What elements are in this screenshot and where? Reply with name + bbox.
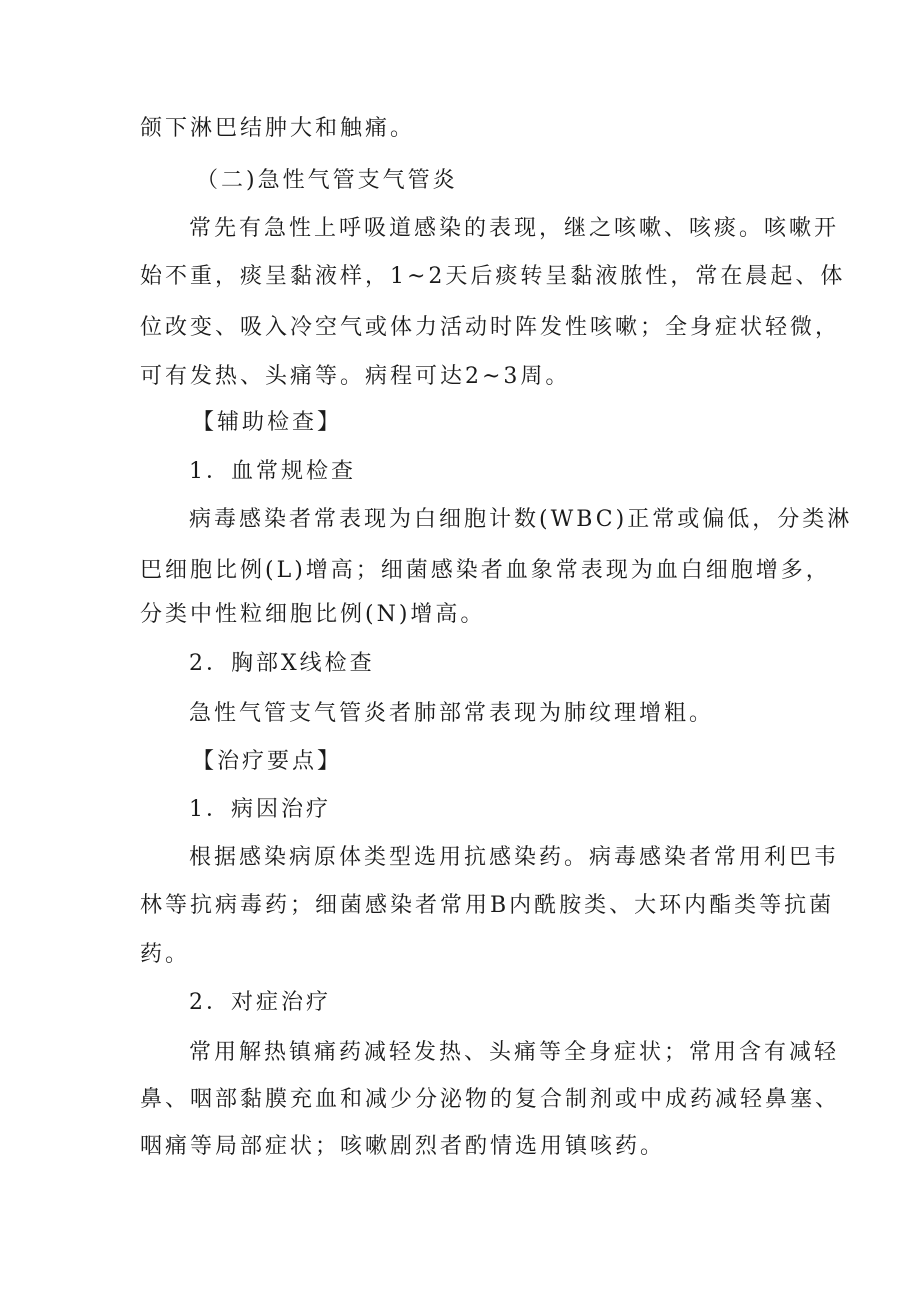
- subsection-heading: 1．病因治疗: [189, 797, 331, 822]
- paragraph-line: 巴细胞比例(L)增高；细菌感染者血象常表现为血白细胞增多，: [140, 558, 831, 583]
- paragraph-line: 颌下淋巴结肿大和触痛。: [140, 116, 416, 141]
- paragraph-line: 常先有急性上呼吸道感染的表现，继之咳嗽、咳痰。咳嗽开: [189, 216, 840, 241]
- paragraph-line: 根据感染病原体类型选用抗感染药。病毒感染者常用利巴韦: [189, 845, 840, 870]
- paragraph-line: 位改变、吸入冷空气或体力活动时阵发性咳嗽；全身症状轻微，: [140, 315, 841, 340]
- paragraph-line: 病毒感染者常表现为白细胞计数(WBC)正常或偏低，分类淋: [189, 507, 853, 532]
- section-heading: （二)急性气管支气管炎: [196, 168, 458, 193]
- subsection-heading: 2．胸部X线检查: [189, 651, 375, 676]
- paragraph-line: 急性气管支气管炎者肺部常表现为肺纹理增粗。: [189, 701, 715, 726]
- paragraph-line: 林等抗病毒药；细菌感染者常用B内酰胺类、大环内酯类等抗菌: [140, 893, 835, 918]
- paragraph-line: 咽痛等局部症状；咳嗽剧烈者酌情选用镇咳药。: [140, 1134, 666, 1159]
- section-heading: 【治疗要点】: [192, 749, 343, 774]
- paragraph-line: 始不重，痰呈黏液样，1~2天后痰转呈黏液脓性，常在晨起、体: [140, 264, 846, 289]
- paragraph-line: 分类中性粒细胞比例(N)增高。: [140, 602, 486, 627]
- paragraph-line: 药。: [140, 942, 191, 967]
- section-heading: 【辅助检查】: [192, 410, 343, 435]
- paragraph-line: 常用解热镇痛药减轻发热、头痛等全身症状；常用含有减轻: [189, 1040, 840, 1065]
- subsection-heading: 1．血常规检查: [189, 459, 356, 484]
- paragraph-line: 可有发热、头痛等。病程可达2~3周。: [140, 364, 571, 389]
- subsection-heading: 2．对症治疗: [189, 990, 331, 1015]
- paragraph-line: 鼻、咽部黏膜充血和减少分泌物的复合制剂或中成药减轻鼻塞、: [140, 1087, 841, 1112]
